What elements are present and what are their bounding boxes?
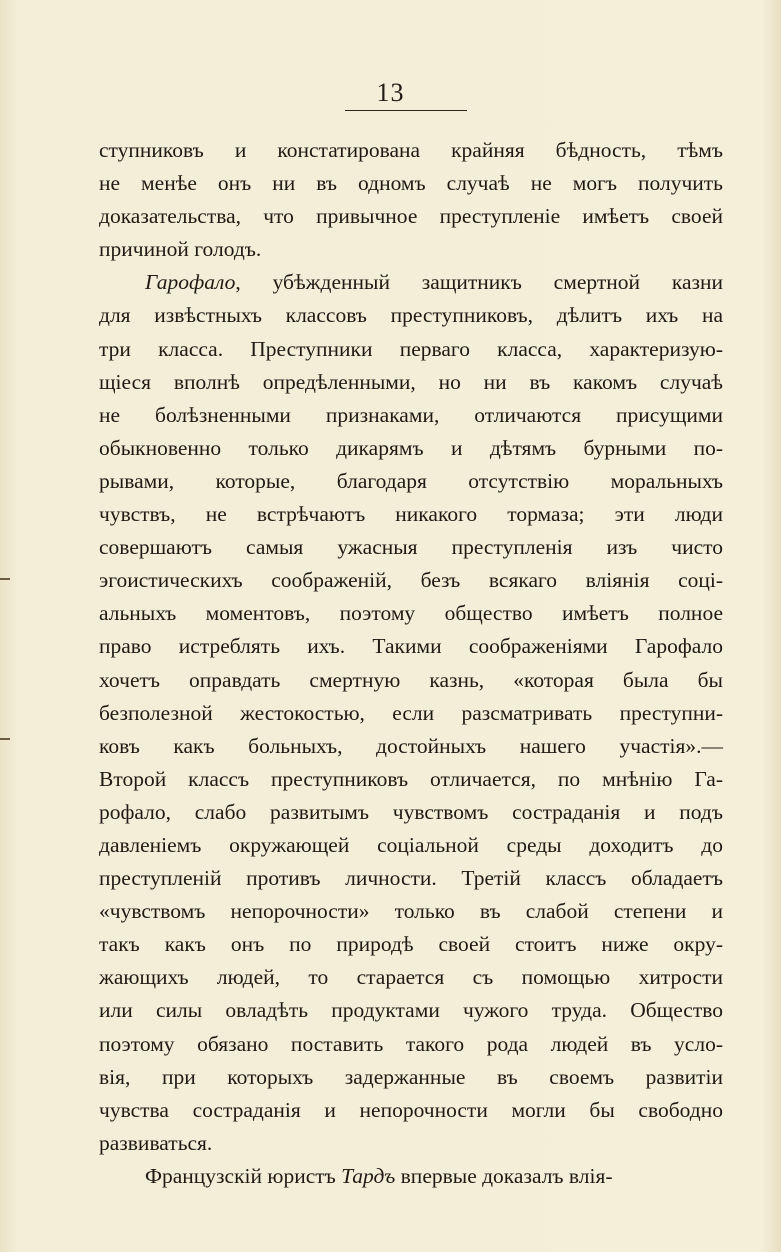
text-line [99,630,723,663]
text-line [99,796,723,829]
line-text: Второй классъ преступниковъ отличается, по мнѣнію Га- [99,766,723,791]
text-line [99,167,723,200]
text-line [99,266,723,299]
line-text: ковъ какъ больныхъ, достойныхъ нашего участія».— [99,733,723,758]
text-line [99,333,723,366]
line-text: безполезной жестокостью, если разсматривать преступни- [99,700,723,725]
line-text: поэтому обязано поставить такого рода людей въ усло- [99,1031,723,1056]
line-text: давленіемъ окружающей соціальной среды доходитъ до [99,832,723,857]
text-line [99,366,723,399]
text-line [99,1094,723,1127]
text-line [99,134,723,167]
text-line [99,928,723,961]
line-text: впервые доказалъ влія- [395,1163,613,1188]
text-line [99,1127,723,1160]
text-line [99,498,723,531]
line-text: обыкновенно только дикарямъ и дѣтямъ бурными по- [99,435,723,460]
line-text: причиной голодъ. [99,237,262,262]
line-text: , убѣжденный защитникъ смертной казни [235,270,723,295]
text-line [99,961,723,994]
line-text: чувства состраданія и непорочности могли бы свободно [99,1097,723,1122]
text-line [99,895,723,928]
page-body-text [99,134,723,1193]
text-line [99,664,723,697]
line-text: эгоистическихъ соображеній, безъ всякаго вліянія соці- [99,568,723,593]
line-text: или силы овладѣть продуктами чужого труда. Общество [99,998,723,1023]
line-text: не менѣе онъ ни въ одномъ случаѣ не могъ получить [99,171,723,196]
text-line [99,994,723,1027]
text-line [99,1028,723,1061]
italic-name: Гарофало [145,270,236,295]
line-text: право истреблять ихъ. Такими соображеніями Гарофало [99,634,723,659]
text-line [99,531,723,564]
line-text: такъ какъ онъ по природѣ своей стоитъ ниже окру- [99,932,723,957]
line-text: развиваться. [99,1130,213,1155]
text-line [99,399,723,432]
line-text: преступленій противъ личности. Третій классъ обладаетъ [99,866,723,891]
text-line [99,1061,723,1094]
text-line [99,564,723,597]
text-line [99,299,723,332]
text-line [99,200,723,233]
page-edge-mark [0,738,10,740]
page-number: 13 [376,78,405,107]
line-text: вія, при которыхъ задержанные въ своемъ развитіи [99,1064,723,1089]
text-line [99,730,723,763]
header-rule [345,110,467,111]
text-line [99,862,723,895]
italic-name: Тардъ [341,1163,396,1188]
line-text: три класса. Преступники перваго класса, характеризую- [99,336,723,361]
text-line [99,763,723,796]
line-text: жающихъ людей, то старается съ помощью хитрости [99,965,723,990]
line-text: совершаютъ самыя ужасныя преступленія изъ чисто [99,535,723,560]
text-line [99,432,723,465]
line-text: Французскій юристъ [145,1163,342,1188]
line-text: рывами, которые, благодаря отсутствію моральныхъ [99,468,723,493]
text-line [99,233,723,266]
line-text: доказательства, что привычное преступленіе имѣетъ своей [99,204,723,229]
text-line [99,829,723,862]
line-text: для извѣстныхъ классовъ преступниковъ, дѣлитъ ихъ на [99,303,723,328]
line-text: чувствъ, не встрѣчаютъ никакого тормаза; эти люди [99,502,723,527]
line-text: хочетъ оправдать смертную казнь, «которая была бы [99,667,723,692]
line-text: «чувствомъ непорочности» только въ слабой степени и [99,899,723,924]
line-text: ступниковъ и констатирована крайняя бѣдность, тѣмъ [99,138,723,162]
line-text: альныхъ моментовъ, поэтому общество имѣетъ полное [99,601,723,626]
line-text: не болѣзненными признаками, отличаются присущими [99,402,723,427]
text-line [99,697,723,730]
text-line [99,465,723,498]
line-text: рофало, слабо развитымъ чувствомъ состраданія и подъ [99,799,723,824]
line-text: щіеся вполнѣ опредѣленными, но ни въ какомъ случаѣ [99,369,723,394]
text-line [99,597,723,630]
text-line [99,1160,723,1193]
page-edge-mark [0,578,10,580]
